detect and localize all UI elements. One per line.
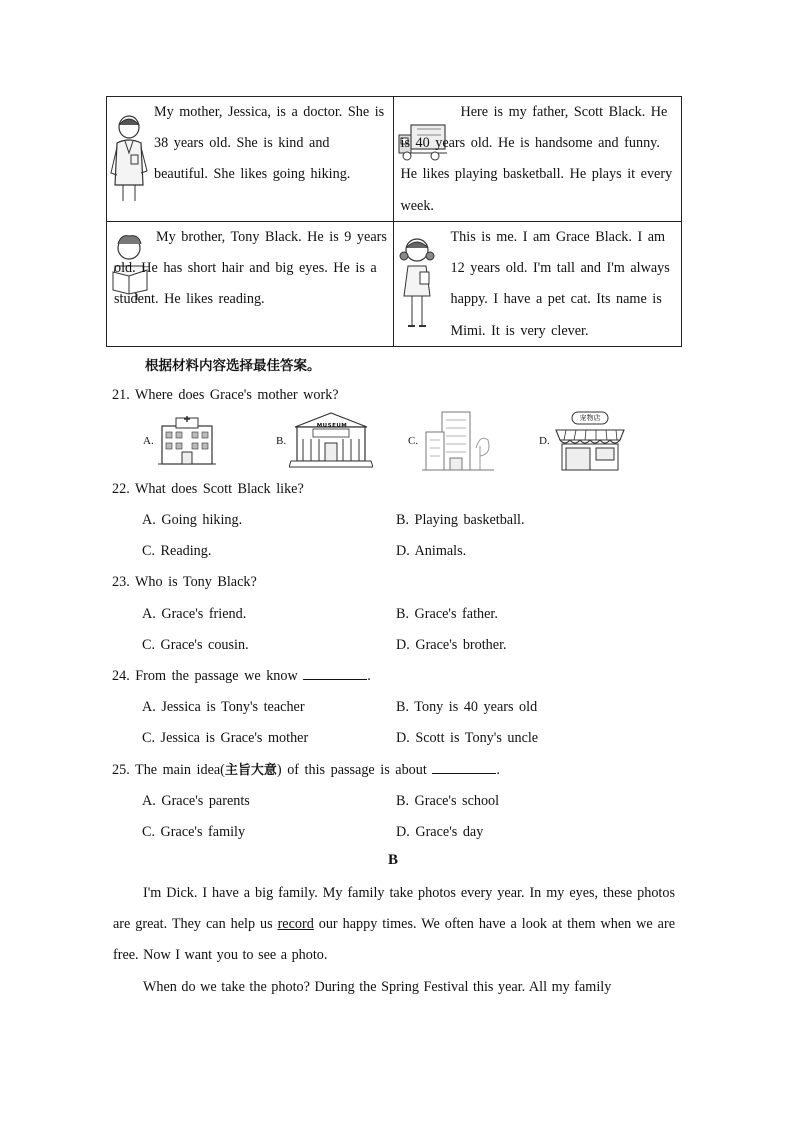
q25-option-c: C. Grace's family xyxy=(142,824,246,840)
museum-sign: MUSEUM xyxy=(316,423,348,429)
q23-option-c: C. Grace's cousin. xyxy=(142,637,249,653)
girl-illustration xyxy=(398,234,436,334)
q22-option-d: D. Animals. xyxy=(396,543,467,559)
q24-option-a: A. Jessica is Tony's teacher xyxy=(142,699,305,715)
q22-option-a: A. Going hiking. xyxy=(142,512,243,528)
q24-option-d: D. Scott is Tony's uncle xyxy=(396,730,539,746)
cell-father xyxy=(393,97,682,222)
pet-shop-sign: 宠物店 xyxy=(579,414,601,422)
father-text: Here is my father, Scott Black. He is 40 years old. He is handsome and funny. He likes playing basketball. He plays it every week. xyxy=(400,104,673,214)
q25-option-b: B. Grace's school xyxy=(396,793,500,809)
q23-option-b: B. Grace's father. xyxy=(396,606,498,622)
brother-text: My brother, Tony Black. He is 9 years old. He has short hair and big eyes. He is a student. He likes reading. xyxy=(114,229,387,308)
q23-option-d: D. Grace's brother. xyxy=(396,637,507,653)
q24-option-c: C. Jessica is Grace's mother xyxy=(142,730,309,746)
answer-blank xyxy=(303,667,367,680)
office-building-icon xyxy=(422,410,496,472)
q22-option-b: B. Playing basketball. xyxy=(396,512,525,528)
question-23: 23. Who is Tony Black? xyxy=(112,574,257,590)
question-22: 22. What does Scott Black like? xyxy=(112,481,304,497)
question-21: 21. Where does Grace's mother work? xyxy=(112,387,339,403)
section-b-paragraph-1: I'm Dick. I have a big family. My family take photos every year. In my eyes, these photos are great. They can help us record our happy times. We often have a look at them when we are free. Now I want you to see a photo. xyxy=(113,885,675,964)
underlined-word: record xyxy=(277,916,314,933)
section-b-paragraph-2: When do we take the photo? During the Spring Festival this year. All my family xyxy=(143,979,612,995)
q21-option-d-label: D. xyxy=(539,435,550,447)
section-b-heading: B xyxy=(388,852,399,868)
question-24: 24. From the passage we know . xyxy=(112,668,371,684)
q22-option-c: C. Reading. xyxy=(142,543,212,559)
mother-text: My mother, Jessica, is a doctor. She is 38 years old. She is kind and beautiful. She likes going hiking. xyxy=(154,104,385,183)
doctor-mother-illustration xyxy=(109,113,149,205)
cell-brother xyxy=(107,222,394,347)
cell-mother xyxy=(107,97,394,222)
q23-option-a: A. Grace's friend. xyxy=(142,606,247,622)
q25-option-d: D. Grace's day xyxy=(396,824,484,840)
me-text: This is me. I am Grace Black. I am 12 years old. I'm tall and I'm always happy. I have a pet cat. Its name is Mimi. It is very clever. xyxy=(450,229,670,339)
q21-option-c-label: C. xyxy=(408,435,419,447)
q21-option-a-label: A. xyxy=(143,435,154,447)
museum-icon xyxy=(289,411,373,469)
answer-blank xyxy=(432,761,496,774)
instruction: 根据材料内容选择最佳答案。 xyxy=(145,358,321,374)
question-25: 25. The main idea(主旨大意) of this passage is about . xyxy=(112,762,500,778)
hospital-icon xyxy=(156,412,218,466)
q25-option-a: A. Grace's parents xyxy=(142,793,250,809)
q21-option-b-label: B. xyxy=(276,435,287,447)
cell-me xyxy=(393,222,682,347)
q24-option-b: B. Tony is 40 years old xyxy=(396,699,538,715)
family-table xyxy=(106,96,682,347)
